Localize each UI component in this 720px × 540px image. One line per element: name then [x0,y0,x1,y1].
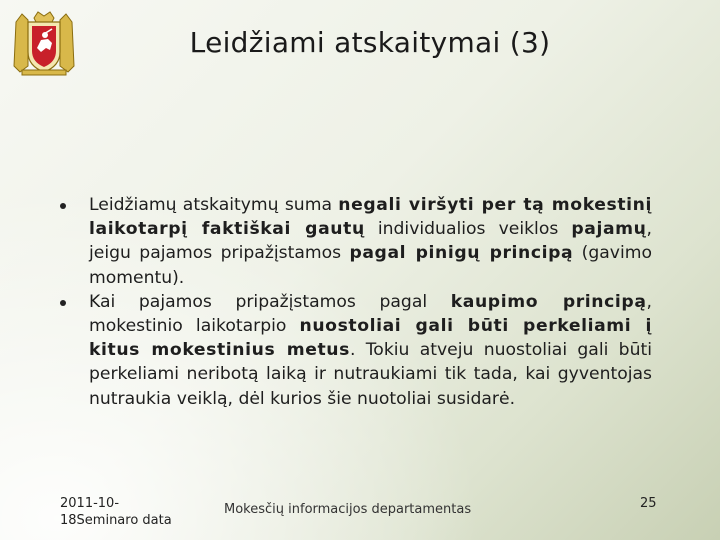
coat-of-arms-logo [8,8,80,78]
text-run: , jeigu pajamos pripažįstamos [89,219,652,264]
bold-text-run: pajamų [571,219,647,240]
footer-date-line: 2011-10- [60,496,120,511]
bold-text-run: pagal pinigų principą [349,243,574,264]
bullet-item [60,193,652,290]
footer-department: Mokesčių informacijos departamentas [224,502,472,517]
text-run: (gavimo momentu). [89,243,652,288]
footer-date-line: 18Seminaro data [60,513,172,528]
bullet-item [60,290,652,411]
text-run: Leidžiamų atskaitymų suma [89,195,339,215]
bullet-text [89,292,652,409]
bold-text-run: kaupimo principą [450,291,647,312]
bullet-text [89,195,652,288]
slide-number: 25 [640,496,657,511]
text-run: . Tokiu atveju nuostoliai gali būti perkeliami neribotą laiką ir nutraukiami tik tada, kai gyventojas nutraukia veiklą, dėl kurios šie nuotoliai susidarė. [89,340,652,409]
text-run: Kai pajamos pripažįstamos pagal [89,291,451,312]
footer-date [60,495,200,529]
bullet-dot-icon [60,203,66,209]
slide-body [60,193,652,411]
slide-title: Leidžiami atskaitymai (3) [189,26,551,59]
text-run: individualios veiklos [364,219,572,240]
text-run: , mokestinio laikotarpio [89,291,652,337]
bold-text-run: nuostoliai gali būti perkeliami į kitus mokestinius metus [89,316,652,361]
bold-text-run: negali viršyti per tą mokestinį laikotarpį faktiškai gautų [89,195,652,240]
bullet-dot-icon [60,300,66,306]
coat-of-arms-icon [8,8,80,78]
